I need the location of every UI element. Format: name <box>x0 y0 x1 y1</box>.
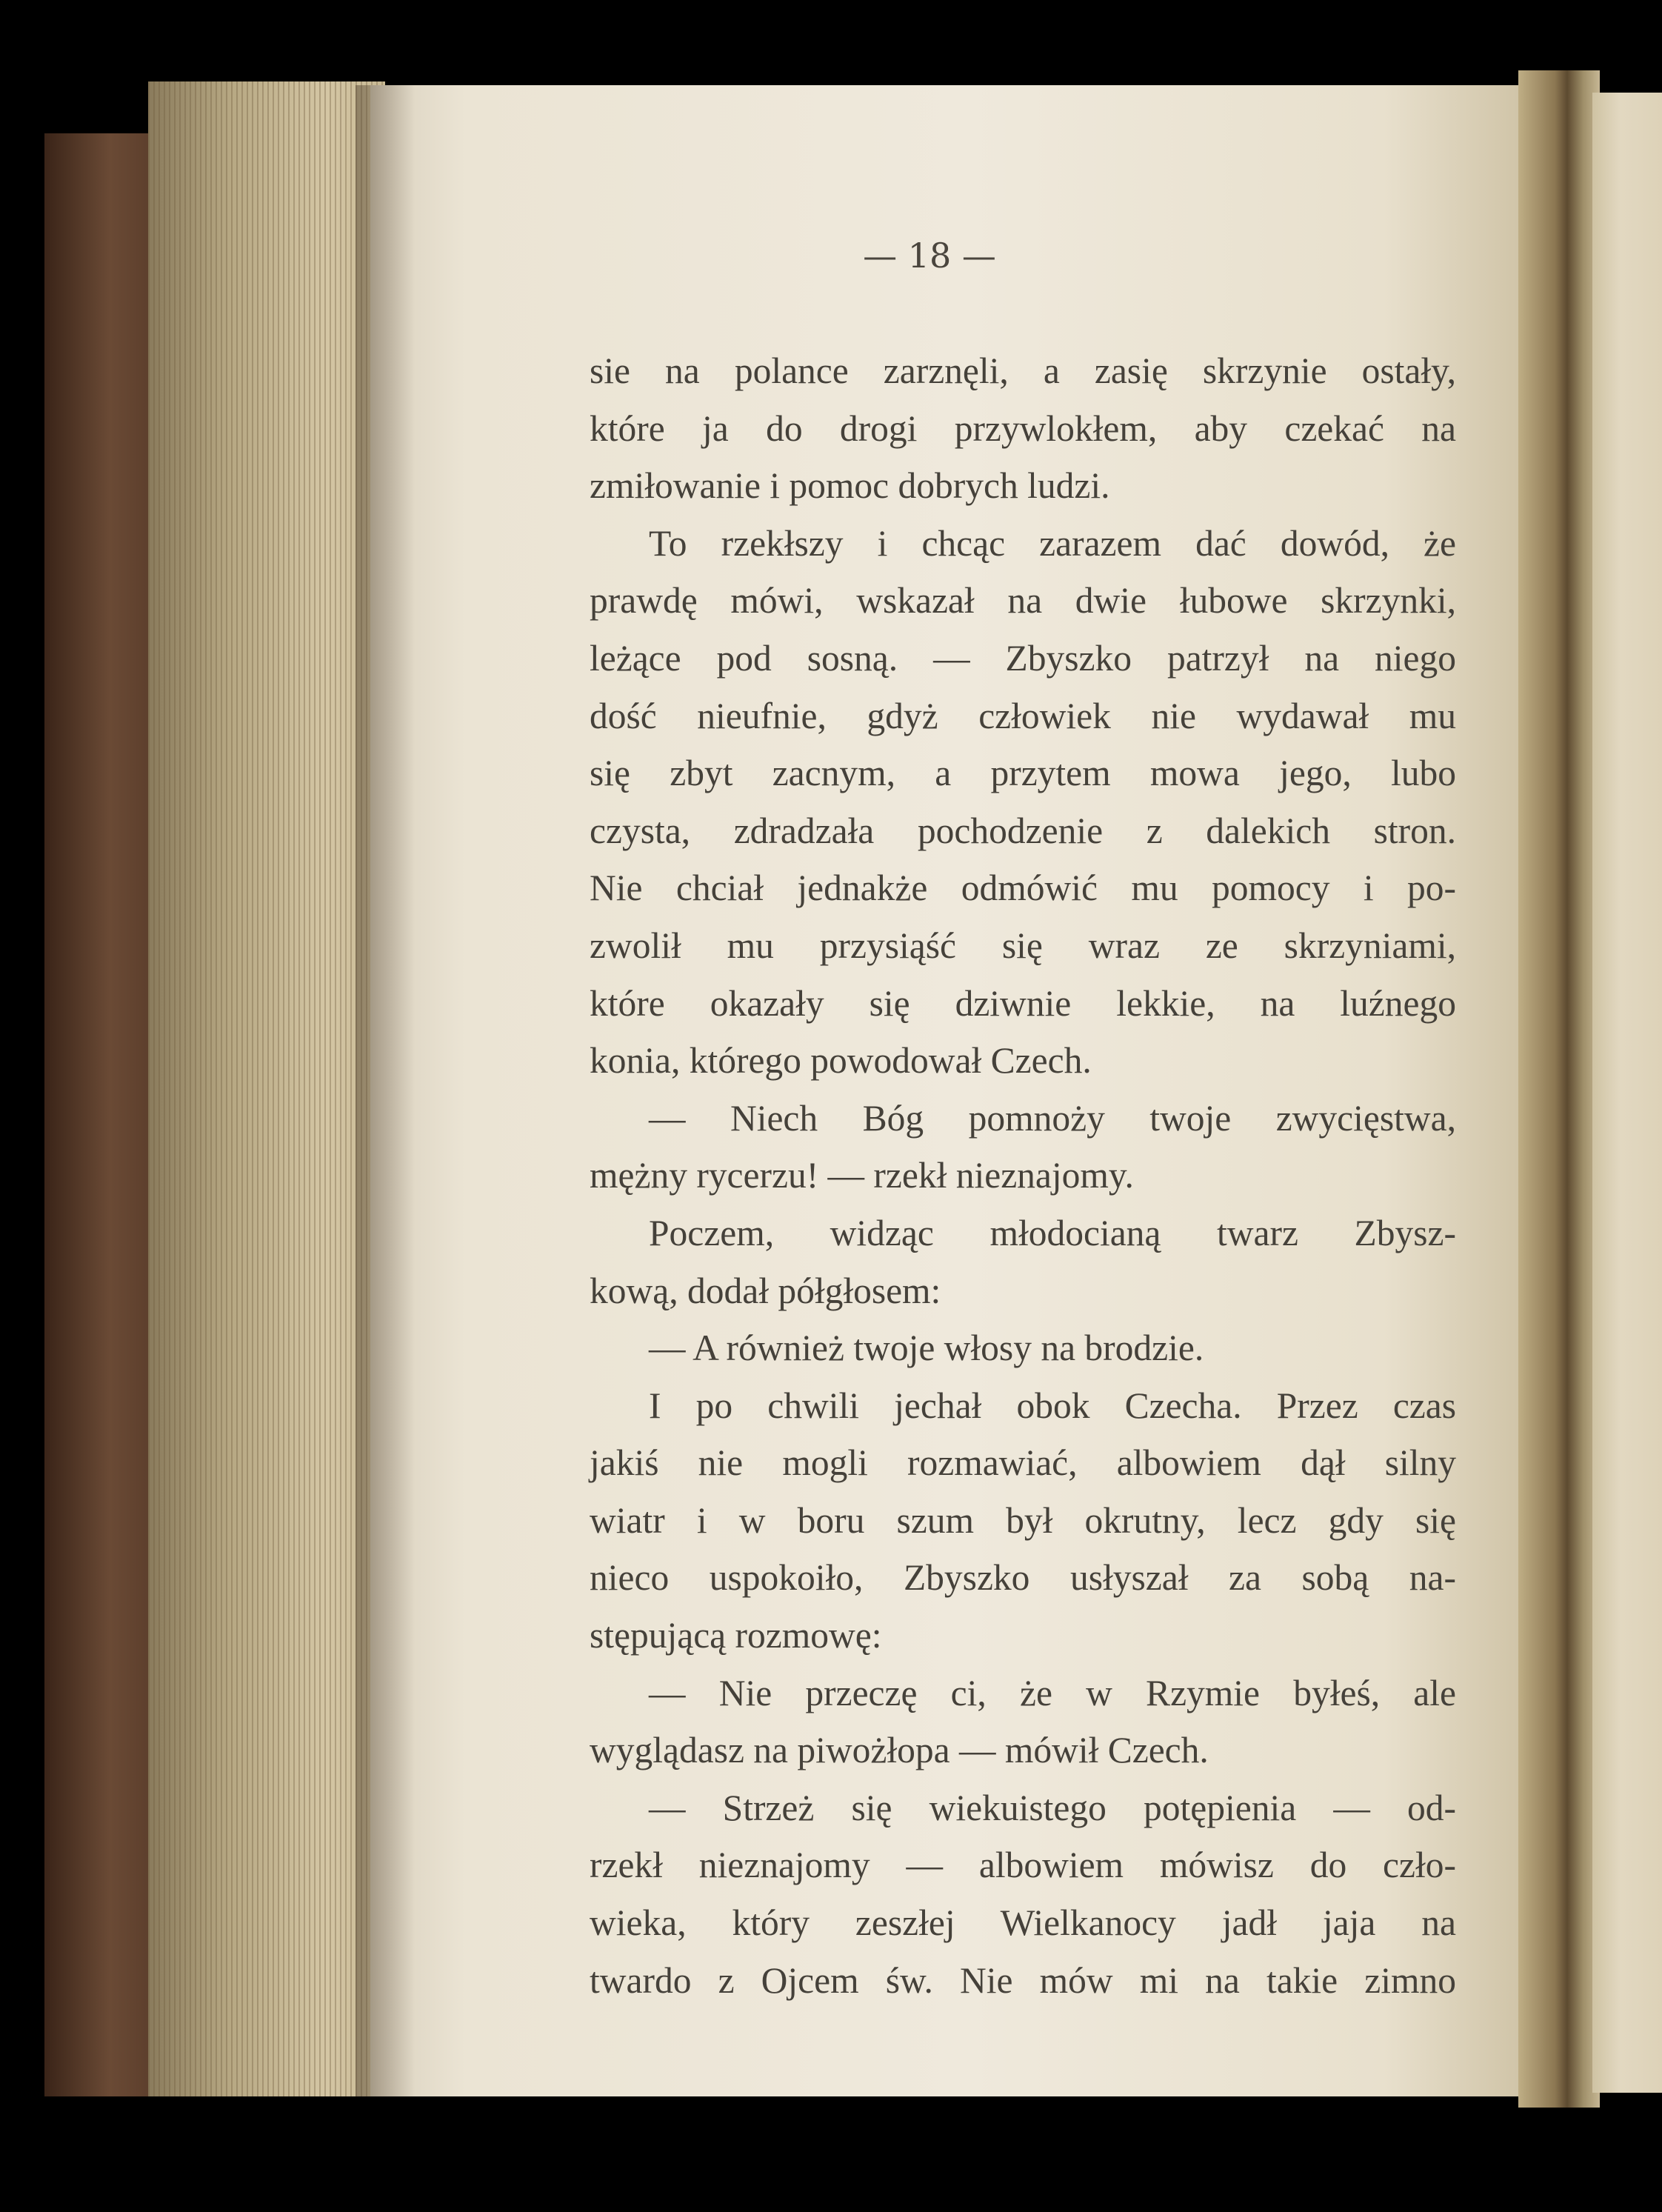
text-line: sie na polance zarznęli, a zasię skrzynie ostały, <box>590 350 1456 391</box>
text-line: jakiś nie mogli rozmawiać, albowiem dął silny <box>590 1442 1456 1484</box>
text-line: I po chwili jechał obok Czecha. Przez czas <box>649 1385 1456 1426</box>
text-line: zmiłowanie i pomoc dobrych ludzi. <box>590 465 1110 507</box>
page-edge-shadow <box>356 85 415 2096</box>
page-block-edge <box>148 81 385 2096</box>
page-text <box>590 342 1456 2009</box>
text-line: leżące pod sosną. — Zbyszko patrzył na niego <box>590 637 1456 679</box>
text-line: — Nie przeczę ci, że w Rzymie byłeś, ale <box>649 1672 1456 1713</box>
text-line: wyglądasz na piwożłopa — mówił Czech. <box>590 1730 1209 1771</box>
text-line: Poczem, widząc młodocianą twarz Zbysz- <box>649 1212 1456 1253</box>
text-line: dość nieufnie, gdyż człowiek nie wydawał mu <box>590 695 1456 736</box>
text-line: które okazały się dziwnie lekkie, na luźnego <box>590 982 1456 1024</box>
page-number: — 18 — <box>863 236 996 276</box>
text-line: stępującą rozmowę: <box>590 1615 882 1656</box>
text-line: To rzekłszy i chcąc zarazem dać dowód, że <box>649 522 1456 564</box>
text-line: rzekł nieznajomy — albowiem mówisz do czło- <box>590 1845 1456 1886</box>
book-gutter <box>1518 70 1600 2108</box>
text-line: prawdę mówi, wskazał na dwie łubowe skrzynki, <box>590 580 1456 622</box>
facing-page-sliver <box>1592 93 1662 2093</box>
text-line: konia, którego powodował Czech. <box>590 1040 1092 1082</box>
text-line: Nie chciał jednakże odmówić mu pomocy i po- <box>590 867 1456 909</box>
text-line: — A również twoje włosy na brodzie. <box>649 1327 1204 1369</box>
text-line: zwolił mu przysiąść się wraz ze skrzyniami, <box>590 925 1456 966</box>
text-line: które ja do drogi przywlokłem, aby czekać na <box>590 407 1456 449</box>
text-line: czysta, zdradzała pochodzenie z dalekich stron. <box>590 810 1456 851</box>
text-line: — Niech Bóg pomnoży twoje zwycięstwa, <box>649 1097 1456 1139</box>
text-line: wiatr i w boru szum był okrutny, lecz gdy się <box>590 1499 1456 1541</box>
text-line: nieco uspokoiło, Zbyszko usłyszał za sobą na- <box>590 1557 1456 1599</box>
text-line: twardo z Ojcem św. Nie mów mi na takie zimno <box>590 1959 1456 2001</box>
text-line: — Strzeż się wiekuistego potępienia — od- <box>649 1787 1456 1828</box>
text-line: się zbyt zacnym, a przytem mowa jego, lubo <box>590 753 1456 794</box>
text-line: wieka, który zeszłej Wielkanocy jadł jaja na <box>590 1902 1456 1944</box>
text-line: mężny rycerzu! — rzekł nieznajomy. <box>590 1155 1134 1196</box>
text-line: kową, dodał półgłosem: <box>590 1270 941 1311</box>
